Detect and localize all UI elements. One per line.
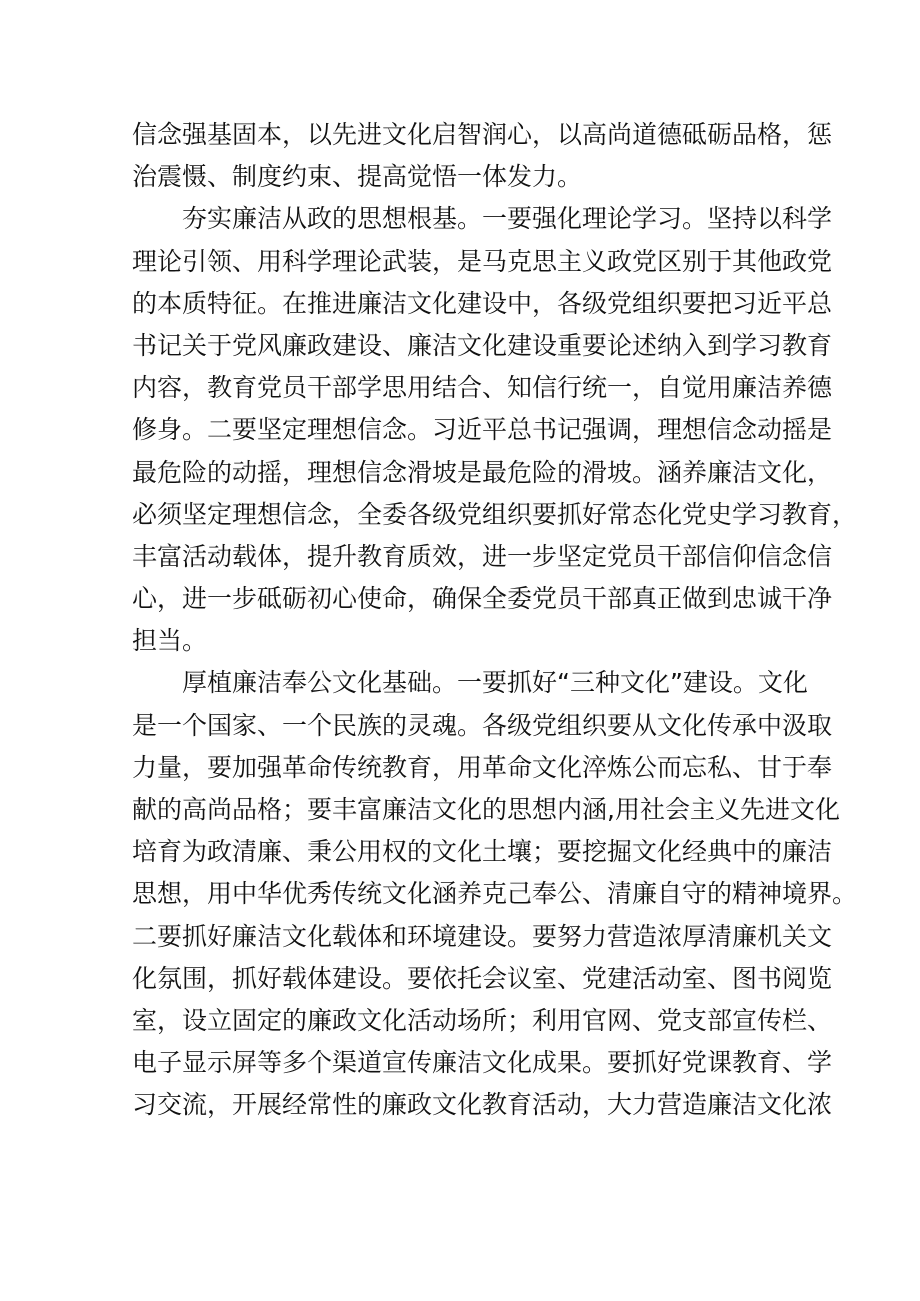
text-line: 化氛围，抓好载体建设。要依托会议室、党建活动室、图书阅览	[132, 963, 833, 993]
text-line: 献的高尚品格；要丰富廉洁文化的思想内涵,用社会主义先进文化	[132, 795, 840, 824]
text-line: 心，进一步砥砺初心使命，确保全委党员干部真正做到忠诚干净	[132, 584, 833, 614]
body-text	[132, 114, 858, 1127]
text-line: 治震慑、制度约束、提高觉悟一体发力。	[132, 162, 583, 192]
text-line: 书记关于党风廉政建设、廉洁文化建设重要论述纳入到学习教育	[132, 330, 833, 360]
paragraph-start-line: 夯实廉洁从政的思想根基。一要强化理论学习。坚持以科学	[182, 204, 833, 234]
text-line: 内容，教育党员干部学思用结合、知信行统一，自觉用廉洁养德	[132, 373, 833, 403]
paragraph-start-line: 厚植廉洁奉公文化基础。一要抓好“三种文化”建设。文化	[182, 668, 808, 698]
text-line: 力量，要加强革命传统教育，用革命文化淬炼公而忘私、甘于奉	[132, 752, 833, 782]
text-line: 丰富活动载体，提升教育质效，进一步坚定党员干部信仰信念信	[132, 541, 833, 571]
text-line: 最危险的动摇，理想信念滑坡是最危险的滑坡。涵养廉洁文化，	[132, 457, 833, 487]
text-line: 必须坚定理想信念，全委各级党组织要抓好常态化党史学习教育，	[132, 499, 858, 529]
text-line: 理论引领、用科学理论武装，是马克思主义政党区别于其他政党	[132, 246, 833, 276]
text-line: 室，设立固定的廉政文化活动场所；利用官网、党支部宣传栏、	[132, 1005, 833, 1035]
text-line: 培育为政清廉、秉公用权的文化土壤；要挖掘文化经典中的廉洁	[132, 837, 833, 867]
text-line: 思想，用中华优秀传统文化涵养克己奉公、清廉自守的精神境界。	[132, 879, 858, 909]
text-line: 习交流，开展经常性的廉政文化教育活动，大力营造廉洁文化浓	[132, 1090, 833, 1120]
text-line: 修身。二要坚定理想信念。习近平总书记强调，理想信念动摇是	[132, 415, 833, 445]
text-line: 担当。	[132, 626, 208, 656]
text-line: 是一个国家、一个民族的灵魂。各级党组织要从文化传承中汲取	[132, 710, 833, 740]
text-line: 电子显示屏等多个渠道宣传廉洁文化成果。要抓好党课教育、学	[132, 1048, 833, 1078]
text-line: 的本质特征。在推进廉洁文化建设中，各级党组织要把习近平总	[132, 288, 833, 318]
text-line: 二要抓好廉洁文化载体和环境建设。要努力营造浓厚清廉机关文	[132, 921, 833, 951]
text-line: 信念强基固本，以先进文化启智润心，以高尚道德砥砺品格，惩	[132, 120, 833, 149]
